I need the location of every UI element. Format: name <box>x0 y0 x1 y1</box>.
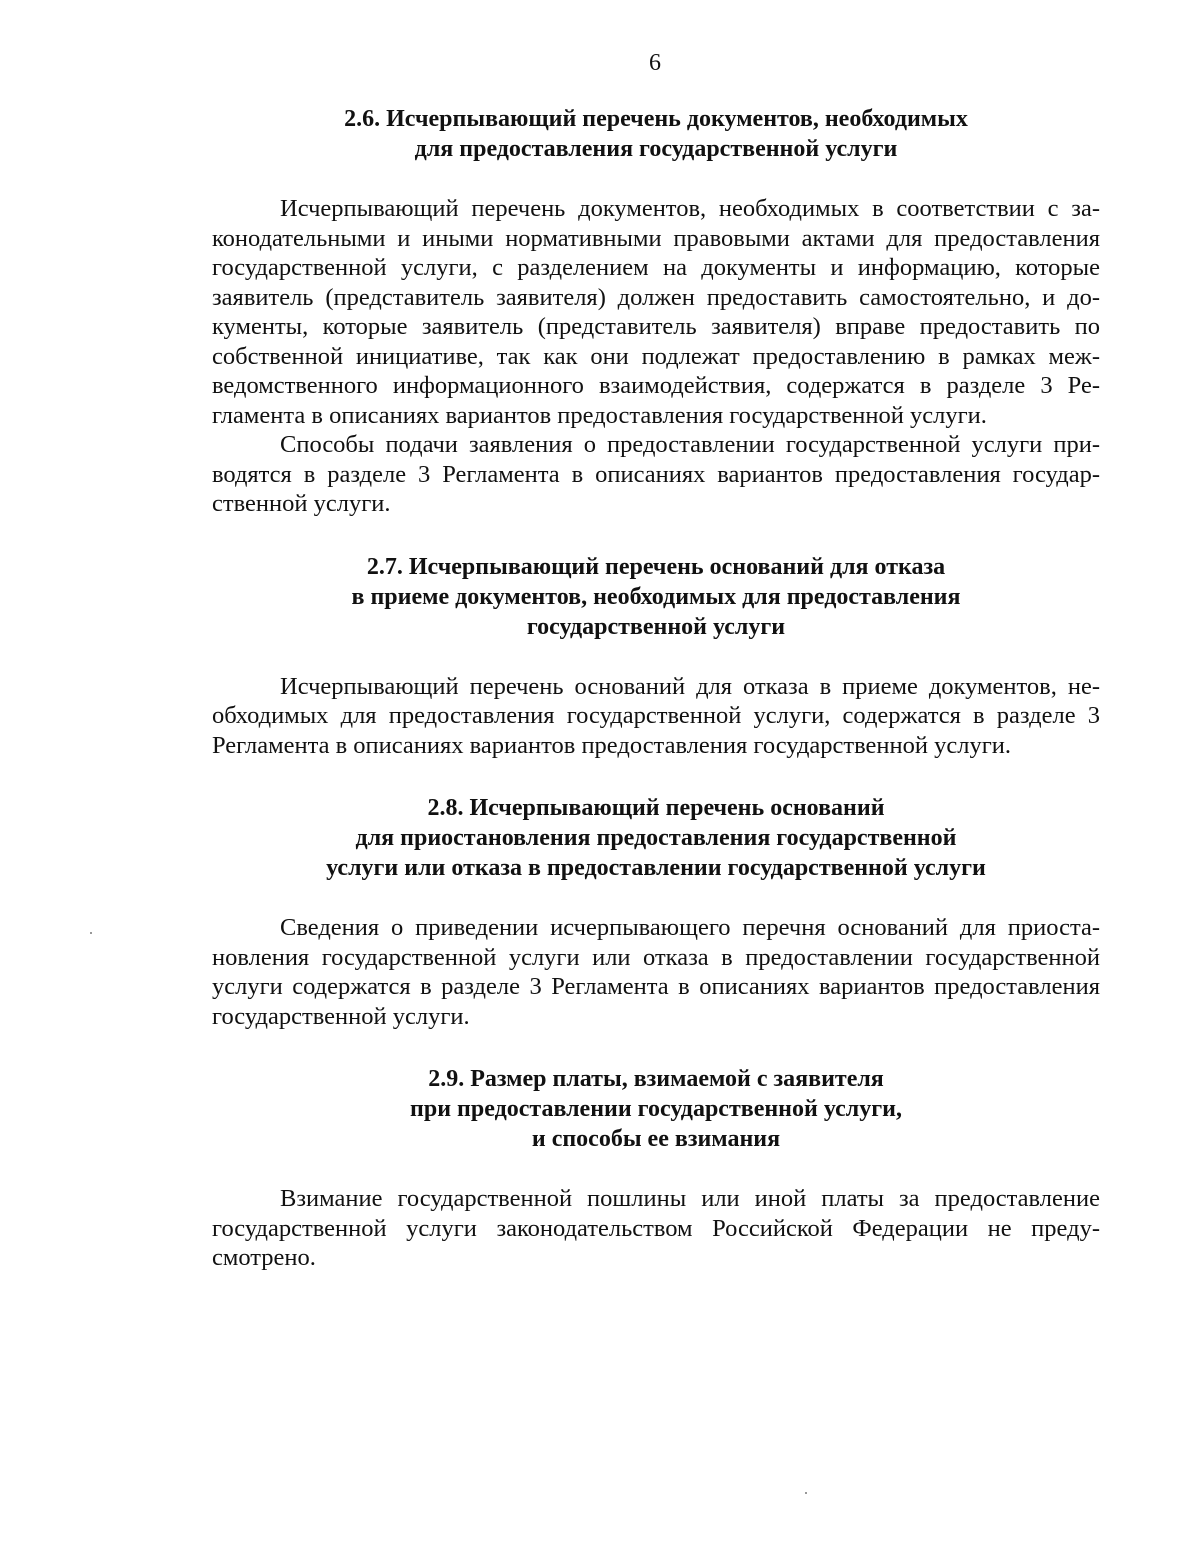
paragraph: Исчерпывающий перечень документов, необходимых в соответствии с законодательными и иными нормативными правовыми актами для предоставления государственной услуги, с разделением на документы и информацию, которые заявитель (представитель заявителя) должен предоставить самостоятельно, и документы, которые заявитель (представитель заявителя) вправе предоставить по собственной инициативе, так как они подлежат предоставлению в рамках межведомственного информационного взаимодействия, содержатся в разделе 3 Регламента в описаниях вариантов предоставления государственной услуги. <box>212 195 1100 429</box>
page-number: 6 <box>649 50 661 76</box>
heading-line: для предоставления государственной услуги <box>414 136 898 162</box>
section-2-6 <box>212 104 1100 519</box>
section-heading <box>212 1064 1100 1154</box>
section-heading <box>212 552 1100 642</box>
heading-line: 2.7. Исчерпывающий перечень оснований для отказа <box>366 553 946 580</box>
heading-line: 2.6. Исчерпывающий перечень документов, необходимых <box>344 106 968 132</box>
page-content <box>212 104 1100 1273</box>
scan-speck <box>805 1492 807 1494</box>
heading-line: и способы ее взимания <box>531 1126 781 1152</box>
heading-line: для приостановления предоставления государственной <box>355 825 957 851</box>
section-2-9 <box>212 1064 1100 1273</box>
heading-line: услуги или отказа в предоставлении государственной услуги <box>326 855 986 881</box>
section-heading <box>212 104 1100 164</box>
heading-line: 2.8. Исчерпывающий перечень оснований <box>427 795 885 821</box>
section-2-7 <box>212 552 1100 761</box>
paragraph: Сведения о приведении исчерпывающего перечня оснований для приостановления государственной услуги или отказа в предоставлении государственной услуги содержатся в разделе 3 Регламента в описаниях вариантов предоставления государственной услуги. <box>212 914 1100 1030</box>
paragraph: Взимание государственной пошлины или иной платы за предоставление государственной услуги законодательством Российской Федерации не предусмотрено. <box>212 1185 1100 1271</box>
heading-line: государственной услуги <box>526 613 786 640</box>
scan-speck <box>90 932 92 934</box>
paragraph: Исчерпывающий перечень оснований для отказа в приеме документов, необходимых для предоставления государственной услуги, содержатся в разделе 3 Регламента в описаниях вариантов предоставления государственной услуги. <box>212 672 1100 759</box>
heading-line: в приеме документов, необходимых для предоставления <box>351 583 961 610</box>
heading-line: при предоставлении государственной услуги, <box>410 1096 902 1122</box>
heading-line: 2.9. Размер платы, взимаемой с заявителя <box>428 1066 884 1092</box>
section-2-8 <box>212 793 1100 1031</box>
section-heading <box>212 793 1100 883</box>
paragraph: Способы подачи заявления о предоставлении государственной услуги приводятся в разделе 3 Регламента в описаниях вариантов предоставления государственной услуги. <box>212 431 1100 517</box>
